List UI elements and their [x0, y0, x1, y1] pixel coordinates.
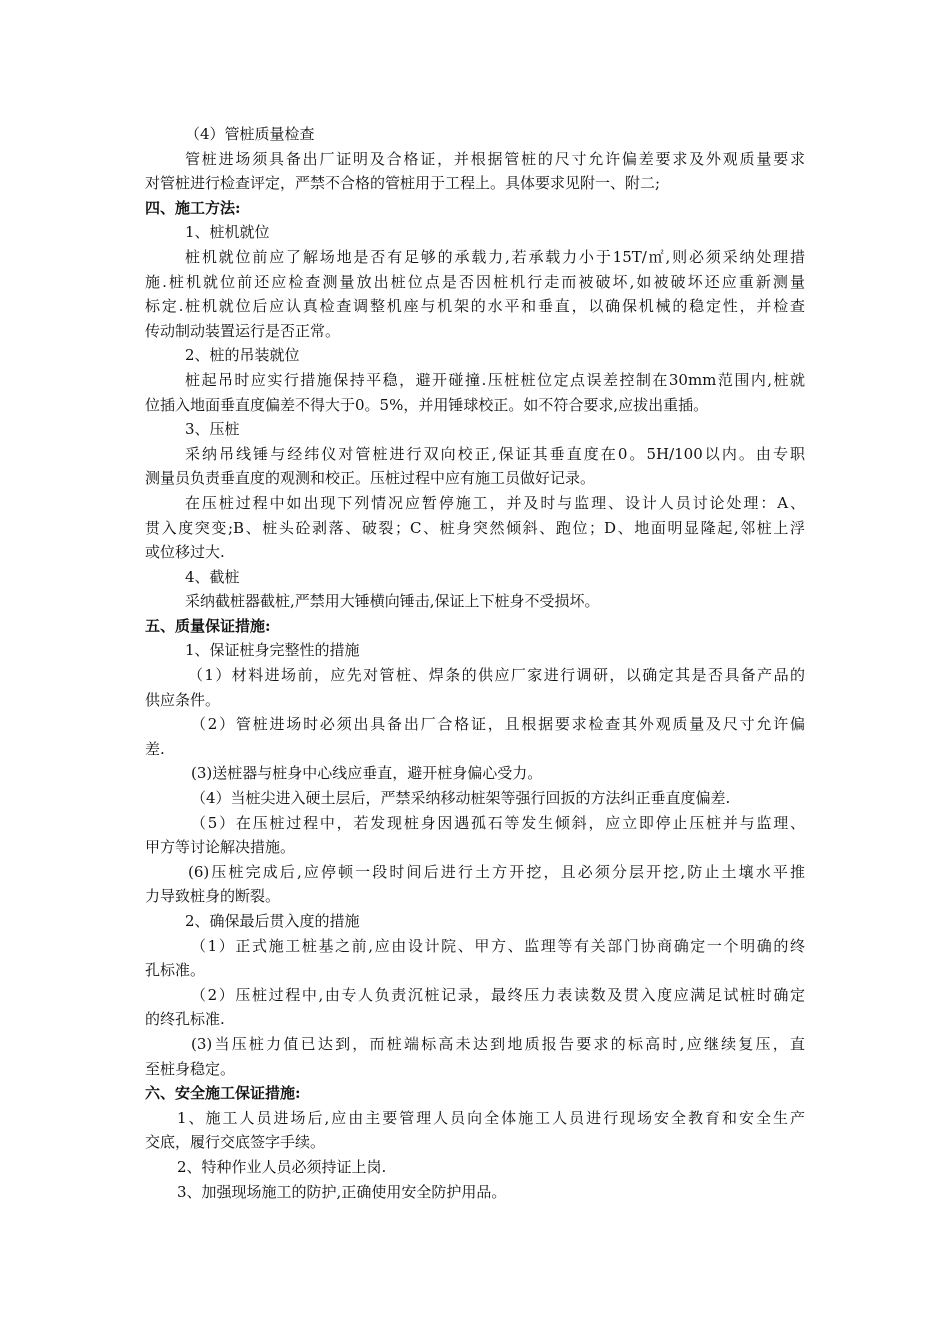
subsection-title: 1、保证桩身完整性的措施	[185, 641, 360, 660]
paragraph-line: 标定.桩机就位后应认真检查调整机座与机架的水平和垂直，以确保机械的稳定性，并检查	[145, 297, 805, 316]
paragraph-line: 对管桩进行检查评定，严禁不合格的管桩用于工程上。具体要求见附一、附二;	[145, 174, 661, 193]
paragraph-line: （1）正式施工桩基之前,应由设计院、甲方、监理等有关部门协商确定一个明确的终	[191, 936, 805, 955]
paragraph-line: (3)送桩器与桩身中心线应垂直，避开桩身偏心受力。	[191, 764, 543, 783]
paragraph-line: 力导致桩身的断裂。	[145, 887, 281, 906]
paragraph-line: 传动制动装置运行是否正常。	[145, 321, 341, 340]
paragraph-line: 贯入度突变;B、桩头砼剥落、破裂；C、桩身突然倾斜、跑位；D、地面明显隆起,邻桩上浮	[145, 518, 805, 537]
paragraph-line: (6)压桩完成后,应停顿一段时间后进行土方开挖，且必须分层开挖,防止土壤水平推	[188, 862, 805, 881]
paragraph-line: 桩机就位前应了解场地是否有足够的承载力,若承载力小于15T/㎡,则必须采纳处理措	[185, 247, 805, 266]
subsection-title: 4、截桩	[185, 567, 240, 586]
paragraph-line: 位插入地面垂直度偏差不得大于0。5%，并用锤球校正。如不符合要求,应拔出重插。	[145, 395, 709, 414]
paragraph-line: 桩起吊时应实行措施保持平稳，避开碰撞.压桩桩位定点误差控制在30mm范围内,桩就	[185, 370, 805, 389]
section-heading: 五、质量保证措施:	[145, 616, 271, 635]
paragraph-line: 差.	[145, 739, 165, 758]
subsection-title: 2、确保最后贯入度的措施	[185, 912, 360, 930]
paragraph-line: 采纳截桩器截桩,严禁用大锤横向锤击,保证上下桩身不受损坏。	[185, 592, 600, 611]
paragraph-line: 测量员负责垂直度的观测和校正。压桩过程中应有施工员做好记录。	[145, 469, 596, 488]
subsection-title: （4）管桩质量检查	[185, 125, 315, 143]
paragraph-line: 或位移过大.	[145, 543, 225, 562]
paragraph-line: （2）压桩过程中,由专人负责沉桩记录，最终压力表读数及贯入度应满足试桩时确定	[191, 985, 805, 1004]
paragraph-line: 施.桩机就位前还应检查测量放出桩位点是否因桩机行走而被破坏,如被破坏还应重新测量	[145, 272, 805, 291]
paragraph-line: 至桩身稳定。	[145, 1059, 236, 1078]
paragraph-line: 甲方等讨论解决措施。	[145, 838, 296, 857]
paragraph-line: 交底，履行交底签字手续。	[145, 1133, 326, 1152]
paragraph-line: （4）当桩尖进入硬土层后，严禁采纳移动桩架等强行回扳的方法纠正垂直度偏差.	[191, 789, 731, 808]
paragraph-line: 2、特种作业人员必须持证上岗.	[177, 1157, 387, 1176]
paragraph-line: 管桩进场须具备出厂证明及合格证，并根据管桩的尺寸允许偏差要求及外观质量要求	[185, 149, 805, 168]
subsection-title: 2、桩的吊装就位	[185, 346, 300, 365]
paragraph-line: 1、施工人员进场后,应由主要管理人员向全体施工人员进行现场安全教育和安全生产	[177, 1108, 805, 1127]
section-heading: 六、安全施工保证措施:	[145, 1084, 301, 1103]
paragraph-line: 供应条件。	[145, 690, 221, 709]
paragraph-line: （2）管桩进场时必须出具备出厂合格证，且根据要求检查其外观质量及尺寸允许偏	[191, 715, 805, 734]
section-heading: 四、施工方法:	[145, 198, 241, 217]
paragraph-line: （1）材料进场前，应先对管桩、焊条的供应厂家进行调研，以确定其是否具备产品的	[188, 666, 805, 685]
subsection-title: 3、压桩	[185, 420, 240, 439]
paragraph-line: 孔标准。	[145, 961, 206, 980]
paragraph-line: 在压桩过程中如出现下列情况应暂停施工，并及时与监理、设计人员讨论处理：A、	[185, 493, 805, 512]
paragraph-line: (3)当压桩力值已达到，而桩端标高未达到地质报告要求的标高时,应继续复压，直	[191, 1034, 805, 1053]
paragraph-line: 采纳吊线锤与经纬仪对管桩进行双向校正,保证其垂直度在0。5H/100以内。由专职	[185, 444, 805, 463]
paragraph-line: 的终孔标准.	[145, 1010, 225, 1029]
subsection-title: 1、桩机就位	[185, 223, 270, 242]
paragraph-line: （5）在压桩过程中，若发现桩身因遇孤石等发生倾斜，应立即停止压桩并与监理、	[191, 813, 805, 832]
paragraph-line: 3、加强现场施工的防护,正确使用安全防护用品。	[177, 1182, 507, 1201]
